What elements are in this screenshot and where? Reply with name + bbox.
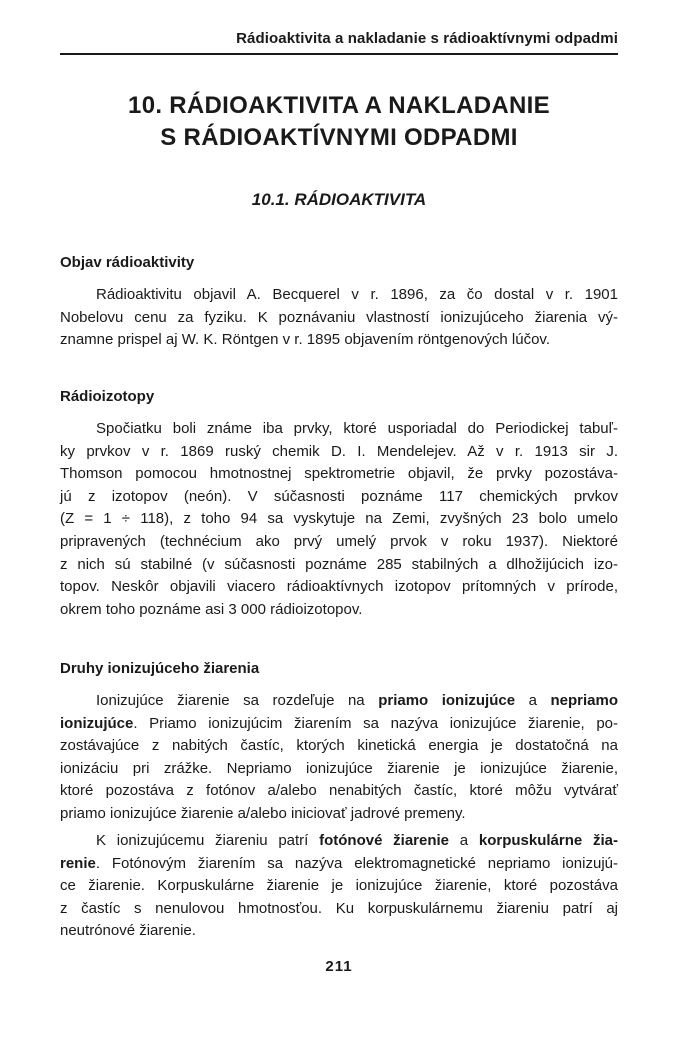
- text-line: Thomson pomocou hmotnostnej spektrometrie objavil, že prvky pozostáva-: [60, 465, 618, 483]
- text-line: Spočiatku boli známe iba prvky, ktoré usporiadal do Periodickej tabuľ-: [96, 420, 618, 437]
- bold-term: renie: [60, 854, 96, 872]
- text-line: priamo ionizujúce žiarenie a/alebo iniciovať jadrové premeny.: [60, 804, 466, 822]
- page-number: 211: [325, 958, 353, 975]
- text-line: topov. Neskôr objavili viacero rádioaktívnych izotopov prítomných v prírode,: [60, 578, 618, 596]
- bold-term: fotónové žiarenie: [319, 832, 450, 849]
- chapter-title: [60, 90, 618, 154]
- text-line: (Z = 1 ÷ 118), z toho 94 sa vyskytuje na Zemi, zvyšných 23 bolo umelo: [60, 510, 618, 528]
- running-header: Rádioaktivita a nakladanie s rádioaktívnymi odpadmi: [60, 30, 618, 55]
- bold-term: nepriamo: [550, 692, 619, 709]
- chapter-title-line-2: S RÁDIOAKTÍVNYMI ODPADMI: [160, 124, 518, 151]
- text-line: Rádioaktivitu objavil A. Becquerel v r. 1896, za čo dostal v r. 1901: [96, 286, 618, 303]
- section-title: 10.1. RÁDIOAKTIVITA: [251, 190, 427, 209]
- text-line: z nich sú stabilné (v súčasnosti poznáme 285 stabilných a dlhožijúcich izo-: [60, 555, 618, 573]
- text-line: pripravených (technécium ako prvý umelý prvok v roku 1937). Niektoré: [60, 532, 618, 550]
- text-line: okrem toho poznáme asi 3 000 rádioizotopov.: [60, 600, 363, 618]
- chapter-title-line-1: 10. RÁDIOAKTIVITA A NAKLADANIE: [128, 92, 550, 119]
- text-line: ce žiarenie. Korpuskulárne žiarenie je ionizujúce žiarenie, ktoré pozostáva: [60, 877, 618, 895]
- text-line: Nobelovu cenu za fyziku. K poznávaniu vlastností ionizujúceho žiarenia vý-: [60, 308, 618, 326]
- text-line: jú z izotopov (neón). V súčasnosti poznáme 117 chemických prvkov: [60, 487, 618, 505]
- text-line: Ionizujúce žiarenie sa rozdeľuje na priamo ionizujúce a nepriamo: [96, 692, 619, 709]
- subhead-druhy: Druhy ionizujúceho žiarenia: [60, 660, 260, 677]
- text-line: ionizáciu pri zrážke. Nepriamo ionizujúce žiarenie je ionizujúce žiarenie,: [60, 759, 618, 777]
- text-line: ktoré pozostáva z fotónov a/alebo nenabitých častíc, ktoré môžu vytvárať: [60, 782, 618, 800]
- paragraph-radioizotopy: [60, 418, 618, 621]
- bold-term: ionizujúce: [60, 714, 134, 732]
- text-line: K ionizujúcemu žiareniu patrí fotónové žiarenie a korpuskulárne žia-: [96, 832, 618, 849]
- text-line: zostávajúce z nabitých častíc, ktorých kinetická energia je dostatočná na: [60, 737, 618, 755]
- bold-term: priamo ionizujúce: [378, 692, 516, 709]
- paragraph-druhy-1: [60, 690, 618, 826]
- text-line: ionizujúce. Priamo ionizujúcim žiarením sa nazýva ionizujúce žiarenie, po-: [60, 714, 618, 732]
- text-line: neutrónové žiarenie.: [60, 922, 196, 940]
- text-line: z častíc s nenulovou hmotnosťou. Ku korpuskulárnemu žiareniu patrí aj: [60, 899, 618, 917]
- paragraph-druhy-2: [60, 830, 618, 943]
- text-line: ky prvkov v r. 1869 ruský chemik D. I. Mendelejev. Až v r. 1913 sir J.: [60, 442, 618, 460]
- text-line: znamne prispel aj W. K. Röntgen v r. 1895 objavením röntgenových lúčov.: [60, 331, 550, 349]
- bold-term: korpuskulárne žia-: [478, 832, 618, 849]
- paragraph-objav: [60, 284, 618, 352]
- subhead-radioizotopy: Rádioizotopy: [60, 388, 155, 405]
- subhead-objav: Objav rádioaktivity: [60, 254, 195, 271]
- text-line: renie. Fotónovým žiarením sa nazýva elektromagnetické nepriamo ionizujú-: [60, 854, 618, 872]
